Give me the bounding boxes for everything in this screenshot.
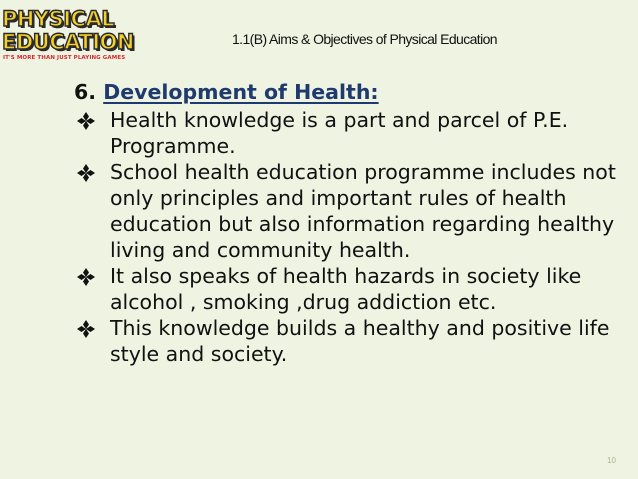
slide-header-title: 1.1(B) Aims & Objectives of Physical Education bbox=[232, 31, 497, 47]
logo-line-1: PHYSICAL bbox=[2, 7, 115, 31]
bullet-item bbox=[74, 107, 622, 159]
physical-education-logo bbox=[0, 7, 134, 69]
bullet-item bbox=[74, 263, 622, 315]
four-diamond-bullet-icon bbox=[76, 315, 98, 341]
page-number: 10 bbox=[607, 456, 616, 465]
bullet-text: School health education programme includes not only principles and important rules of health education but also information regarding healthy living and community health. bbox=[110, 160, 616, 262]
four-diamond-bullet-icon bbox=[76, 107, 98, 133]
logo-tagline: IT'S MORE THAN JUST PLAYING GAMES bbox=[3, 55, 126, 61]
bullet-item bbox=[74, 315, 622, 367]
heading-text: Development of Health: bbox=[103, 80, 379, 104]
bullet-text: It also speaks of health hazards in society like alcohol , smoking ,drug addiction etc. bbox=[110, 264, 582, 314]
logo-line-2: EDUCATION bbox=[2, 30, 134, 54]
section-heading bbox=[74, 79, 622, 105]
bullet-text: This knowledge builds a healthy and positive life style and society. bbox=[110, 316, 610, 366]
heading-number: 6. bbox=[74, 80, 97, 104]
four-diamond-bullet-icon bbox=[76, 263, 98, 289]
bullet-list bbox=[74, 107, 622, 367]
bullet-item bbox=[74, 159, 622, 263]
four-diamond-bullet-icon bbox=[76, 159, 98, 185]
slide-content bbox=[74, 79, 622, 367]
bullet-text: Health knowledge is a part and parcel of P.E. Programme. bbox=[110, 108, 569, 158]
